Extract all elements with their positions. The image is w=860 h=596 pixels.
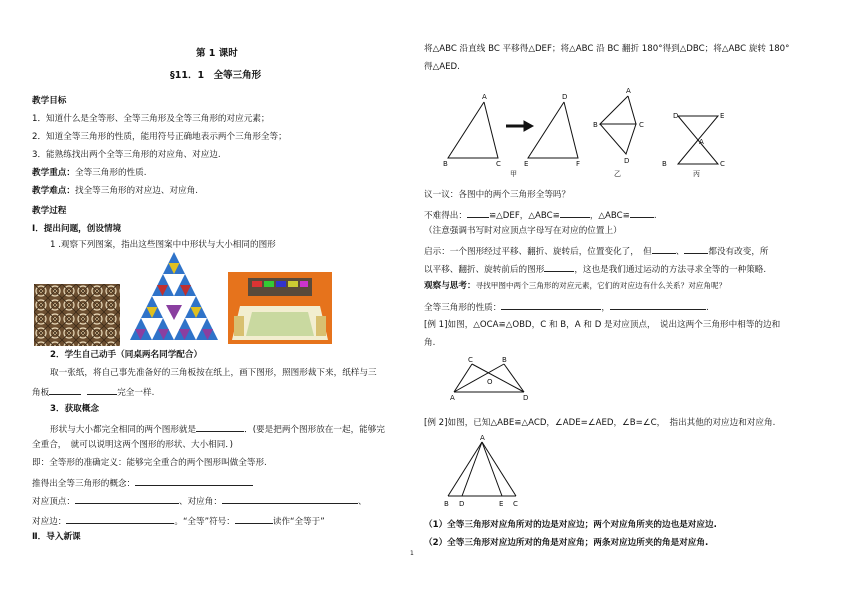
svg-text:E: E <box>720 112 725 120</box>
concept-4: 推得出全等三角形的概念： <box>32 479 136 489</box>
step-2-text-2 <box>32 385 154 399</box>
example-2-text: 如图，已知△ABE≌△ACD，∠ADE=∠AED，∠B=∠C， 指出其他的对应边和对应角. <box>447 418 776 428</box>
concept-1b: ．(要是把两个图形放在一起，能够完 <box>244 425 385 435</box>
step-2-text-1: 取一张纸，将自己事先准备好的三角板按在纸上，画下图形，照图形裁下来，纸样与三 <box>50 368 377 378</box>
blank-property-2[interactable] <box>610 300 706 310</box>
notdiff-d: . <box>653 211 657 221</box>
lesson-label: 第 1 课时 <box>196 48 238 59</box>
symbol-read: 读作“全等于” <box>272 517 325 527</box>
step-3-heading: 3．获取概念 <box>50 404 99 414</box>
svg-text:D: D <box>673 112 679 120</box>
inspire-line-1 <box>424 244 769 258</box>
inspire-1b: 、 <box>675 247 685 257</box>
svg-text:F: F <box>576 160 581 168</box>
example-1-text: 如图，△OCA≌△OBD，C 和 B，A 和 D 是对应顶点， 说出这两个三角形中相等的边和 <box>447 320 781 330</box>
svg-text:E: E <box>499 500 504 508</box>
section-goals: 教学目标 <box>32 96 67 106</box>
svg-text:C: C <box>513 500 518 508</box>
svg-text:D: D <box>562 93 568 101</box>
property-label: 全等三角形的性质： <box>424 303 502 313</box>
svg-text:B: B <box>444 500 449 508</box>
think-line <box>424 281 726 292</box>
svg-text:C: C <box>496 160 501 168</box>
svg-text:A: A <box>482 93 487 101</box>
svg-text:D: D <box>624 157 630 165</box>
part-2-heading: Ⅱ．导入新课 <box>32 532 81 542</box>
notdiff-b: ≌△DEF，△ABC≌ <box>488 211 560 221</box>
property-sep: ， <box>601 303 610 313</box>
board-photo-art <box>228 272 332 344</box>
blank-triangle-def[interactable] <box>135 476 253 486</box>
blank-size[interactable] <box>684 244 708 254</box>
concept-1a: 形状与大小都完全相同的两个图形就是 <box>50 425 197 435</box>
goal-2: 2．知道全等三角形的性质，能用符号正确地表示两个三角形全等； <box>32 132 287 142</box>
svg-text:A: A <box>480 434 485 442</box>
sierpinski-art <box>128 250 220 342</box>
symbol-line <box>32 514 325 528</box>
step-2-label-a: 角板 <box>32 388 50 398</box>
concept-line-2: 全重合， 就可以说明这两个图形的形状、大小相同．) <box>32 440 234 450</box>
blank-aed[interactable] <box>630 208 654 218</box>
key-point-line <box>32 168 146 179</box>
svg-text:E: E <box>524 160 529 168</box>
triangle-upper-bing <box>678 116 718 140</box>
symbol-label: 。“全等”符号： <box>174 517 235 527</box>
blank-vertex[interactable] <box>75 494 179 504</box>
example-1-line-2: 角. <box>424 338 436 348</box>
svg-text:A: A <box>626 87 631 95</box>
discuss-line: 议一议：各图中的两个三角形全等吗？ <box>424 190 571 200</box>
example-2-label: [例 2] <box>424 418 448 428</box>
svg-text:B: B <box>443 160 448 168</box>
intro-line-2: 得△AED. <box>424 62 460 72</box>
triangle-lower-bing <box>678 140 718 164</box>
inspire-line-2 <box>424 262 766 276</box>
svg-text:D: D <box>523 394 529 400</box>
example-1-label: [例 1] <box>424 320 448 330</box>
svg-text:B: B <box>662 160 667 168</box>
arrow-head <box>524 121 533 131</box>
pattern-photo <box>34 284 120 346</box>
goal-3: 3．能熟练找出两个全等三角形的对应角、对应边. <box>32 150 221 160</box>
blank-symbol[interactable] <box>235 514 273 524</box>
svg-text:C: C <box>468 356 473 364</box>
inspire-2a: 以平移、翻折、旋转前后的图形 <box>424 265 545 275</box>
blank-2[interactable] <box>87 385 117 395</box>
triangle-abc-yi <box>600 96 636 124</box>
notdiff-line <box>424 208 657 222</box>
process-label: 教学过程 <box>32 206 67 216</box>
property-end: . <box>705 303 709 313</box>
triangle-def <box>528 102 578 158</box>
page-number: 1 <box>410 550 414 557</box>
svg-text:C: C <box>720 160 725 168</box>
blank-angle[interactable] <box>222 494 358 504</box>
blank-congruent[interactable] <box>544 262 574 272</box>
blank-1[interactable] <box>49 385 81 395</box>
difficult-point-line <box>32 186 198 197</box>
corr-side-label: 对应边： <box>32 517 67 527</box>
triangle-dbc <box>600 124 636 154</box>
goal-1: 1．知道什么是全等形、全等三角形及全等三角形的对应元素； <box>32 114 270 124</box>
pattern-photo-art <box>34 284 120 346</box>
concept-line-1 <box>50 422 385 436</box>
conclusion-2: （2）全等三角形对应边所对的角是对应角；两条对应边所夹的角是对应角. <box>424 538 709 548</box>
example-2-line <box>424 418 775 429</box>
key-label: 教学重点： <box>32 168 75 178</box>
blank-congruent-shape[interactable] <box>196 422 244 432</box>
svg-text:A: A <box>450 394 455 400</box>
transform-figures <box>440 86 740 178</box>
notdiff-c: ，△ABC≌ <box>589 211 630 221</box>
svg-text:O: O <box>487 378 493 386</box>
page-title: §11．1 全等三角形 <box>170 70 262 81</box>
inspire-2b: ，这也是我们通过运动的方法寻求全等的一种策略. <box>574 265 767 275</box>
triangle-abc <box>448 102 498 158</box>
correspondence-line: 对应顶点： 、对应角： 、 <box>32 494 367 508</box>
sierpinski-triangle <box>128 250 220 342</box>
svg-text:B: B <box>593 121 598 129</box>
intro-line-1: 将△ABC 沿直线 BC 平移得△DEF；将△ABC 沿 BC 翻折 180°得到△DBC；将△ABC 旋转 180° <box>424 44 790 54</box>
blank-shape[interactable] <box>652 244 676 254</box>
key-text: 全等三角形的性质. <box>74 168 147 178</box>
svg-text:D: D <box>459 500 465 508</box>
inspire-1c: 都没有改变，所 <box>708 247 769 257</box>
example-2-figure <box>440 434 526 510</box>
observe-instruction: 1 .观察下列图案，指出这些图案中中形状与大小相同的图形 <box>50 240 276 250</box>
inspire-1a: 启示：一个图形经过平移、翻折、旋转后，位置变化了， 但 <box>424 247 652 257</box>
property-line <box>424 300 709 314</box>
think-label: 观察与思考： <box>424 281 476 291</box>
step-2-label-b: 完全一样. <box>117 388 155 398</box>
difficult-label: 教学难点： <box>32 186 75 196</box>
blank-side[interactable] <box>66 514 174 524</box>
blank-abc[interactable] <box>467 208 489 218</box>
think-text: 寻找甲图中两个三角形的对应元素，它们的对应边有什么关系？对应角呢？ <box>475 281 727 290</box>
corr-angle-label: 、对应角： <box>178 497 222 507</box>
example-1-line <box>424 320 780 331</box>
concept-line-3: 即：全等形的准确定义：能够完全重合的两个图形叫做全等形. <box>32 458 267 468</box>
part-1-heading: Ⅰ．提出问题，创设情境 <box>32 224 122 234</box>
label-yi: 乙 <box>614 170 621 178</box>
corr-vertex-label: 对应顶点： <box>32 497 75 507</box>
label-bing: 丙 <box>693 170 700 178</box>
conclusion-1: （1）全等三角形对应角所对的边是对应边；两个对应角所夹的边也是对应边. <box>424 520 717 530</box>
note-line: （注意强调书写时对应顶点字母写在对应的位置上） <box>424 226 622 236</box>
blank-dbc[interactable] <box>560 208 590 218</box>
board-photo <box>228 272 332 344</box>
concept-line-4 <box>32 476 253 490</box>
label-jia: 甲 <box>510 170 517 178</box>
step-2-heading: 2．学生自己动手（同桌两名同学配合） <box>50 350 203 360</box>
svg-text:A: A <box>699 138 704 146</box>
example-1-figure <box>450 354 530 400</box>
difficult-text: 找全等三角形的对应边、对应角. <box>74 186 199 196</box>
notdiff-a: 不难得出： <box>424 211 467 221</box>
svg-text:B: B <box>502 356 507 364</box>
blank-property-1[interactable] <box>501 300 601 310</box>
svg-text:C: C <box>639 121 644 129</box>
